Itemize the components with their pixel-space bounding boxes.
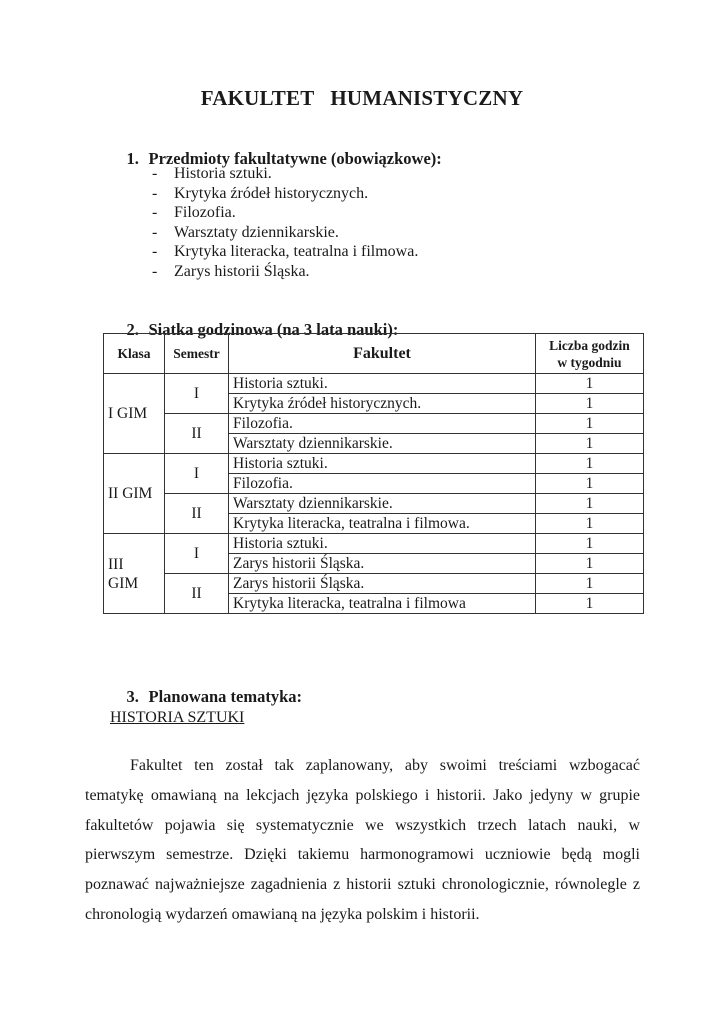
list-dash: - — [152, 243, 158, 261]
list-item — [152, 223, 418, 243]
hours-table — [103, 333, 644, 614]
list-item-text: Zarys historii Śląska. — [174, 262, 310, 280]
section-3-title: Planowana tematyka: — [148, 687, 303, 706]
section-3-number: 3. — [126, 687, 139, 706]
list-dash: - — [152, 223, 158, 241]
section-2-title: Siatka godzinowa (na 3 lata nauki): — [148, 320, 399, 339]
semestr-cell: I — [165, 454, 229, 494]
list-item — [152, 184, 418, 204]
hours-cell: 1 — [536, 434, 644, 454]
table-row — [104, 534, 644, 554]
table-row — [104, 494, 644, 514]
hours-cell: 1 — [536, 394, 644, 414]
hours-cell: 1 — [536, 574, 644, 594]
list-item — [152, 203, 418, 223]
document-title: FAKULTET HUMANISTYCZNY — [200, 86, 524, 110]
list-item — [152, 164, 418, 184]
list-dash: - — [152, 262, 158, 280]
historia-sztuki-subheading: HISTORIA SZTUKI — [110, 709, 245, 726]
klasa-line2: GIM — [108, 574, 139, 592]
hours-cell: 1 — [536, 414, 644, 434]
section-1-title: Przedmioty fakultatywne (obowiązkowe): — [148, 149, 442, 168]
header-fakultet: Fakultet — [229, 334, 536, 374]
fakultet-cell: Krytyka źródeł historycznych. — [229, 394, 536, 414]
list-dash: - — [152, 204, 158, 222]
hours-cell: 1 — [536, 554, 644, 574]
list-item — [152, 242, 418, 262]
section-1-number: 1. — [126, 149, 139, 168]
table-row — [104, 374, 644, 394]
list-dash: - — [152, 165, 158, 182]
list-item-text: Krytyka źródeł historycznych. — [174, 184, 369, 202]
table-header-row — [104, 334, 644, 374]
hours-cell: 1 — [536, 494, 644, 514]
header-semestr: Semestr — [165, 334, 229, 374]
klasa-cell: I GIM — [104, 374, 165, 454]
fakultet-cell: Krytyka literacka, teatralna i filmowa — [229, 594, 536, 614]
header-liczba-line1: Liczba godzin — [549, 337, 630, 353]
section-2-number: 2. — [126, 320, 139, 339]
fakultet-cell: Krytyka literacka, teatralna i filmowa. — [229, 514, 536, 534]
list-item-text: Krytyka literacka, teatralna i filmowa. — [174, 243, 419, 261]
hours-cell: 1 — [536, 474, 644, 494]
header-klasa: Klasa — [104, 334, 165, 374]
list-item-text: Historia sztuki. — [174, 165, 272, 182]
list-item-text: Warsztaty dziennikarskie. — [174, 223, 339, 241]
list-dash: - — [152, 184, 158, 202]
semestr-cell: II — [165, 494, 229, 534]
fakultet-cell: Filozofia. — [229, 414, 536, 434]
klasa-cell: II GIM — [104, 454, 165, 534]
semestr-cell: II — [165, 414, 229, 454]
klasa-line1: III — [108, 555, 124, 573]
table-row — [104, 454, 644, 474]
list-item — [152, 262, 418, 282]
fakultet-cell: Filozofia. — [229, 474, 536, 494]
table-row — [104, 414, 644, 434]
list-item-text: Filozofia. — [174, 204, 236, 222]
klasa-cell — [104, 534, 165, 614]
semestr-cell: I — [165, 374, 229, 414]
header-liczba-line2: w tygodniu — [557, 354, 622, 370]
hours-cell: 1 — [536, 594, 644, 614]
fakultet-cell: Warsztaty dziennikarskie. — [229, 434, 536, 454]
subject-list — [152, 164, 418, 282]
fakultet-cell: Warsztaty dziennikarskie. — [229, 494, 536, 514]
fakultet-cell: Zarys historii Śląska. — [229, 574, 536, 594]
hours-cell: 1 — [536, 534, 644, 554]
hours-cell: 1 — [536, 454, 644, 474]
table-row — [104, 574, 644, 594]
fakultet-cell: Historia sztuki. — [229, 454, 536, 474]
body-paragraph: Fakultet ten został tak zaplanowany, aby swoimi treściami wzbogacać tematykę omawianą na lekcjach języka polskiego i historii. Jako jedyny w grupie fakultetów pojawia się systematycznie we wszystkich trzech latach nauki, w pierwszym semestrze. Dzięki takiemu harmonogramowi uczniowie będą mogli poznawać najważniejsze zagadnienia z historii sztuki chronologicznie, równolegle z chronologią wydarzeń omawianą na języka polskim i historii. — [85, 757, 640, 923]
hours-cell: 1 — [536, 514, 644, 534]
header-liczba-godzin — [536, 334, 644, 374]
semestr-cell: I — [165, 534, 229, 574]
fakultet-cell: Historia sztuki. — [229, 374, 536, 394]
semestr-cell: II — [165, 574, 229, 614]
hours-cell: 1 — [536, 374, 644, 394]
fakultet-cell: Historia sztuki. — [229, 534, 536, 554]
fakultet-cell: Zarys historii Śląska. — [229, 554, 536, 574]
